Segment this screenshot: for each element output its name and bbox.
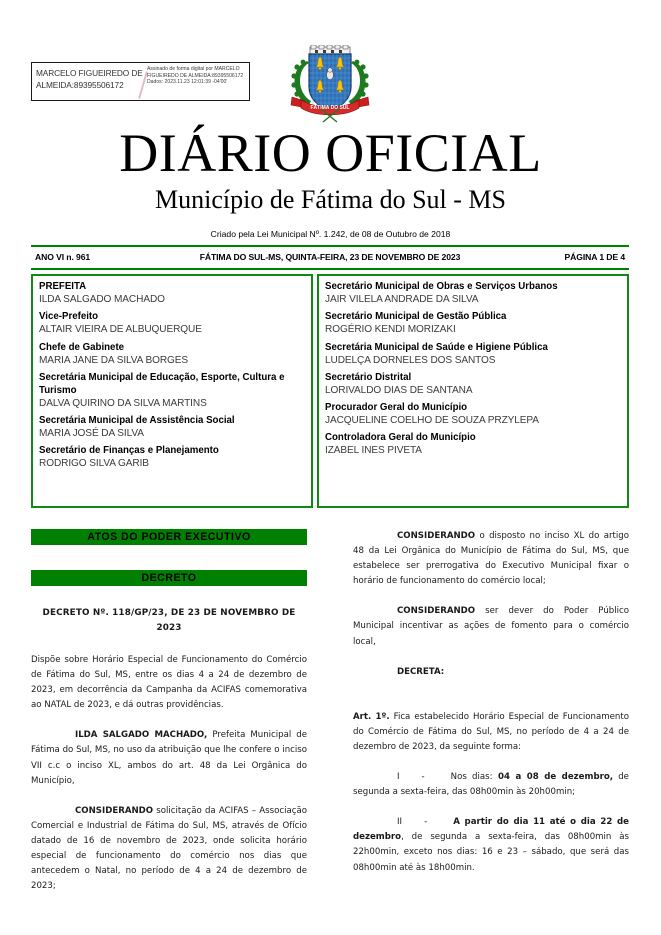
official-role: Secretário Municipal de Obras e Serviços Urbanos	[325, 281, 558, 292]
infobar-page-number: PÁGINA 1 DE 4	[564, 252, 625, 262]
article-1-item-1	[353, 770, 629, 800]
official-role: PREFEITA	[39, 281, 87, 292]
official-role: Secretária Municipal de Educação, Esporte, Cultura e Turismo	[39, 371, 285, 396]
whereas-text: solicitação da ACIFAS – Associação Comercial e Industrial de Fátima do Sul, MS, através de Ofício datado de 16 de novembro de 2023, onde solicita horário especial de funcionamento do comércio nos dias que antecedem o Natal, no período de 4 a 24 de dezembro de 2023;	[31, 805, 307, 892]
official-role: Vice-Prefeito	[39, 311, 99, 323]
official-role: Secretário de Finanças e Planejamento	[39, 445, 219, 457]
item-1-dates: 04 a 08 de dezembro,	[492, 772, 613, 783]
item-2-text: , de segunda a sexta-feira, das 08h00min às 22h00min, exceto nos dias: 16 e 23 – sábado, que será das 08h00min até às 18h00min.	[353, 832, 629, 873]
officials-box-right	[317, 274, 629, 508]
decree-summary: Dispõe sobre Horário Especial de Funcionamento do Comércio de Fátima do Sul, MS, entre os dias 4 a 24 de dezembro de 2023, em decorrência da Campanha da ACIFAS comemorativa ao NATAL de 2023, e dá outras providências.	[31, 655, 307, 711]
whereas-text: ser dever do Poder Público Municipal incentivar as ações de fomento para o comércio local,	[353, 606, 629, 647]
item-1-text: de segunda a sexta-feira, das 08h00min às 20h00min;	[353, 772, 629, 798]
signature-metadata: Assinado de forma digital por MARCELO FIGUEIREDO DE ALMEIDA:89395506172 Dados: 2023.11.23 12:01:39 -04'00'	[147, 66, 244, 86]
whereas-label: CONSIDERANDO	[397, 531, 476, 541]
whereas-clause-3	[353, 604, 629, 649]
whereas-text: o disposto no inciso XL do artigo 48 da Lei Orgânica do Município de Fátima do Sul, MS, que estabelece ser prerrogativa do Executivo Municipal fixar o horário de funcionamento do comércio local;	[353, 531, 629, 587]
decree-title: DECRETO Nº. 118/GP/23, DE 23 DE NOVEMBRO DE 2023	[42, 608, 296, 633]
preamble-text: Prefeita Municipal de Fátima do Sul, MS, no uso da atribuição que lhe confere o inciso VII c.c o inciso XL, ambos do art. 48 da Lei Orgânica do Município,	[31, 730, 307, 786]
item-2-dates: A partir do dia 11 até o dia 22 de dezembro	[353, 817, 629, 843]
section-banner-atos: ATOS DO PODER EXECUTIVO	[31, 529, 307, 545]
item-1-numeral: I	[397, 772, 400, 783]
official-role: Secretária Municipal de Saúde e Higiene Pública	[325, 341, 548, 353]
decree-preamble	[31, 728, 307, 788]
signature-signer-name: MARCELO FIGUEIREDO DE ALMEIDA:89395506172	[36, 68, 143, 90]
official-name: MARIA JANE DA SILVA BORGES	[39, 354, 189, 366]
item-2-dash: -	[424, 817, 428, 828]
officials-box-left	[31, 274, 313, 508]
official-name: IZABEL INES PIVETA	[325, 445, 422, 457]
masthead-law-reference: Criado pela Lei Municipal Nº. 1.242, de 08 de Outubro de 2018	[210, 229, 451, 239]
official-name: RODRIGO SILVA GARIB	[39, 458, 149, 470]
whereas-label: CONSIDERANDO	[397, 606, 476, 617]
item-1-lead: Nos dias:	[450, 772, 493, 783]
official-name: LORIVALDO DIAS DE SANTANA	[325, 384, 473, 396]
infobar-rule-top	[31, 245, 629, 247]
official-name: LUDELÇA DORNELES DOS SANTOS	[325, 354, 496, 366]
official-name: ILDA SALGADO MACHADO	[39, 294, 165, 305]
infobar	[31, 249, 629, 267]
page-title: DIÁRIO OFICIAL	[119, 123, 542, 183]
decreta-heading: DECRETA:	[397, 666, 445, 677]
body-column-right	[353, 529, 629, 891]
infobar-rule-bottom	[31, 268, 629, 270]
whereas-clause-1	[31, 804, 307, 895]
article-1-label: Art. 1º.	[353, 711, 390, 722]
preamble-mayor-name: ILDA SALGADO MACHADO,	[75, 730, 208, 741]
official-name: ALTAIR VIEIRA DE ALBUQUERQUE	[39, 324, 202, 336]
masthead	[0, 124, 661, 240]
digital-signature-stamp	[31, 62, 250, 101]
article-1-item-2	[353, 815, 629, 875]
article-1	[353, 710, 629, 755]
infobar-date: FÁTIMA DO SUL-MS, QUINTA-FEIRA, 23 DE NOVEMBRO DE 2023	[199, 252, 461, 262]
item-1-dash: -	[421, 772, 425, 783]
coat-of-arms-icon	[287, 45, 373, 123]
official-role: Procurador Geral do Município	[325, 402, 468, 414]
official-name: DALVA QUIRINO DA SILVA MARTINS	[39, 397, 207, 409]
official-role: Secretário Municipal de Gestão Pública	[325, 311, 507, 323]
whereas-label: CONSIDERANDO	[75, 805, 154, 816]
item-2-numeral: II	[397, 817, 403, 828]
official-name: JACQUELINE COELHO DE SOUZA PRZYLEPA	[325, 415, 539, 427]
article-1-text: Fica estabelecido Horário Especial de Funcionamento do Comércio de Fátima do Sul, MS, no período de 4 a 24 de dezembro de 2023, da seguinte forma:	[353, 711, 629, 752]
emblem-ribbon-text: FÁTIMA DO SUL	[310, 105, 350, 111]
official-name: MARIA JOSÉ DA SILVA	[39, 428, 144, 440]
official-role: Secretário Distrital	[325, 371, 412, 383]
official-name: ROGÉRIO KENDI MORIZAKI	[325, 324, 456, 336]
official-role: Secretária Municipal de Assistência Social	[39, 415, 235, 427]
official-role: Chefe de Gabinete	[39, 341, 125, 353]
infobar-year-issue: ANO VI n. 961	[35, 252, 91, 262]
whereas-clause-2	[353, 529, 629, 589]
body-column-left	[31, 606, 307, 909]
official-name: JAIR VILELA ANDRADE DA SILVA	[325, 294, 479, 305]
section-banner-decreto: DECRETO	[31, 570, 307, 586]
masthead-subtitle: Município de Fátima do Sul - MS	[155, 185, 506, 214]
official-role: Controladora Geral do Município	[325, 432, 476, 444]
